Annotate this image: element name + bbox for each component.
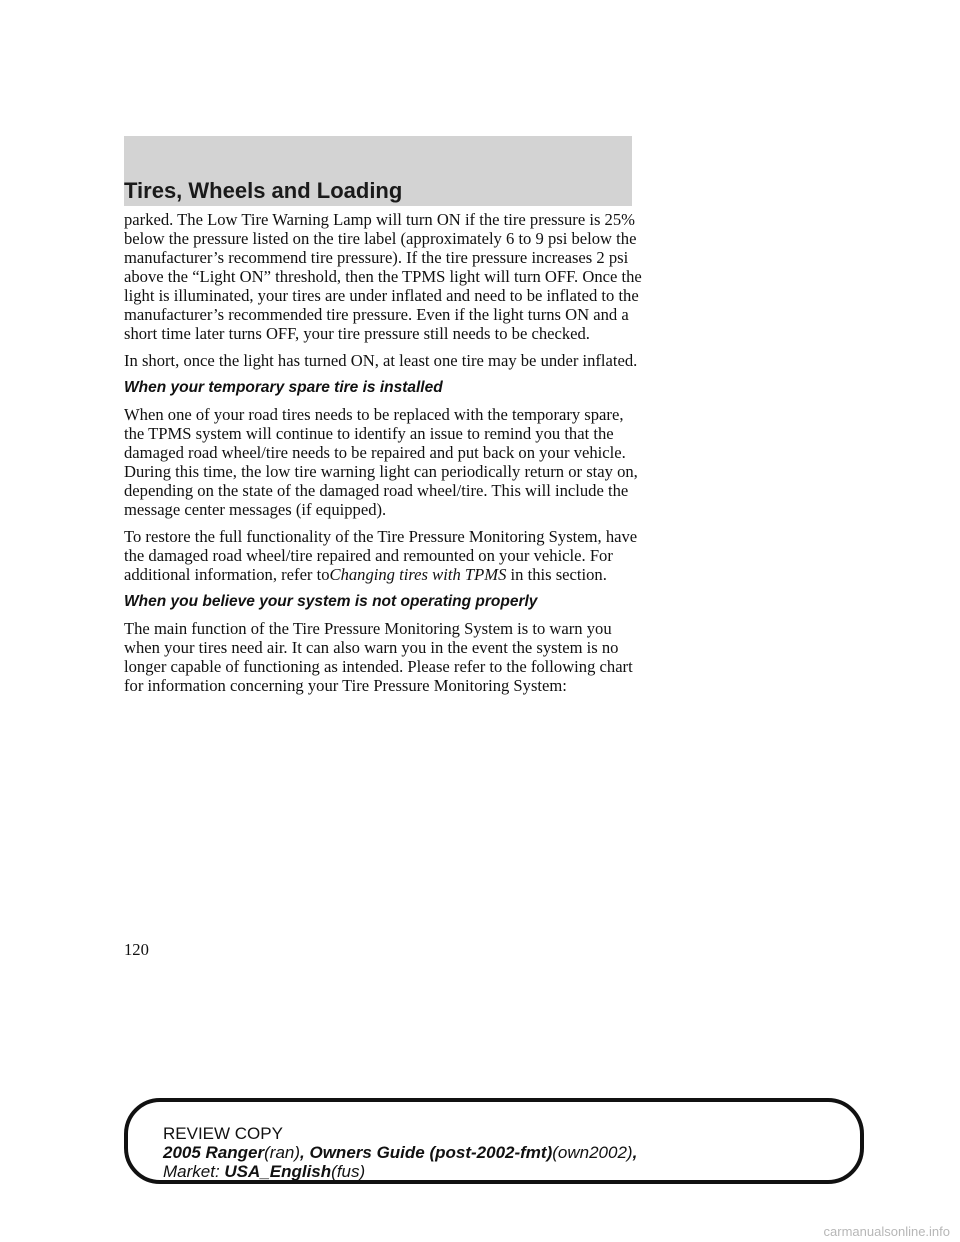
cross-reference: Changing tires with TPMS <box>329 565 507 584</box>
footer-line-market: Market: USA_English(fus) <box>163 1162 366 1181</box>
paragraph: parked. The Low Tire Warning Lamp will turn ON if the tire pressure is 25% below the pressure listed on the tire label (approximately 6 to 9 psi below the manufacturer’s recommend tire pressure). If the tire pressure increases 2 psi above the “Light ON” threshold, then the TPMS light will turn OFF. Once the light is illuminated, your tires are under inflated and need to be inflated to the manufacturer’s recommended tire pressure. Even if the light turns ON and a short time later turns OFF, your tire pressure still needs to be checked. <box>124 210 642 343</box>
subheading: When you believe your system is not operating properly <box>124 593 538 610</box>
paragraph: The main function of the Tire Pressure Monitoring System is to warn you when your tires need air. It can also warn you in the event the system is no longer capable of functioning as intended. Please refer to the following chart for information concerning your Tire Pressure Monitoring System: <box>124 619 633 695</box>
paragraph-text: in this section. <box>506 565 607 584</box>
watermark: carmanualsonline.info <box>823 1224 950 1239</box>
paragraph-text: To restore the full functionality of the Tire Pressure Monitoring System, have the damaged road wheel/tire repaired and remounted on your vehicle. For additional information, refer to <box>124 527 638 584</box>
paragraph <box>124 527 644 584</box>
paragraph: In short, once the light has turned ON, at least one tire may be under inflated. <box>124 351 638 370</box>
body-text <box>124 210 644 703</box>
paragraph: When one of your road tires needs to be replaced with the temporary spare, the TPMS system will continue to identify an issue to remind you that the damaged road wheel/tire needs to be repaired and put back on your vehicle. During this time, the low tire warning light can periodically return or stay on, depending on the state of the damaged road wheel/tire. This will include the message center messages (if equipped). <box>124 405 638 519</box>
page-number: 120 <box>124 940 149 959</box>
subheading: When your temporary spare tire is installed <box>124 379 443 396</box>
review-label: REVIEW COPY <box>163 1124 283 1143</box>
section-title: Tires, Wheels and Loading <box>124 178 403 203</box>
footer-line-model: 2005 Ranger(ran), Owners Guide (post-2002-fmt)(own2002), <box>163 1143 638 1162</box>
review-copy-text <box>163 1124 637 1181</box>
